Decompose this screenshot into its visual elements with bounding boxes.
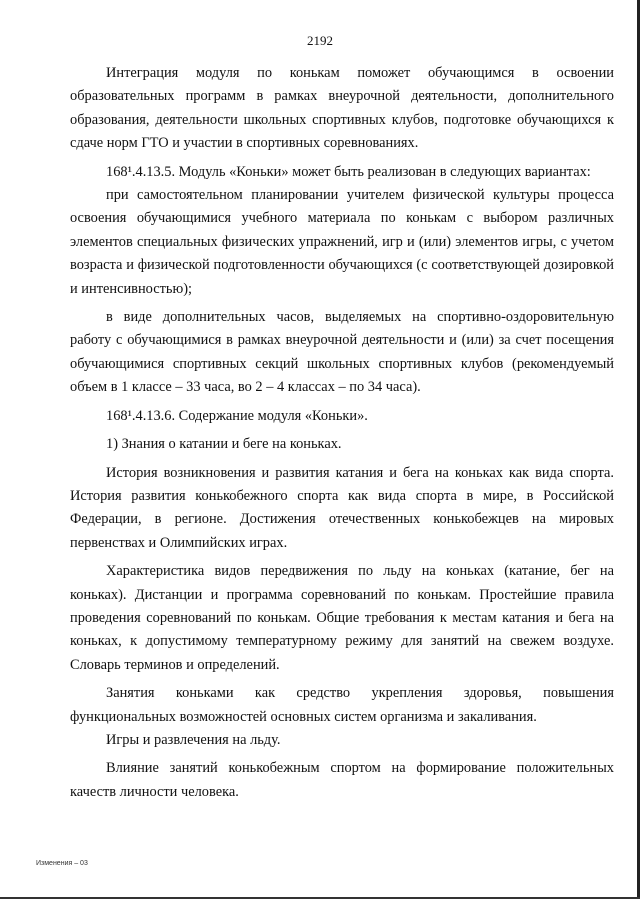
paragraph-knowledge-heading: 1) Знания о катании и беге на коньках. [106,436,342,453]
paragraph-section-4-13-5: 168¹.4.13.5. Модуль «Коньки» может быть реализован в следующих вариантах: [106,163,591,180]
paragraph-history: История возникновения и развития катания и бега на коньках как вида спорта. История развития конькобежного спорта как вида спорта в мире, в Российской Федерации, в регионе. Достижения отечественных конькобежцев на мировых первенствах и Олимпийских играх. [70,464,614,551]
paragraph-variant-additional-hours: в виде дополнительных часов, выделяемых на спортивно-оздоровительную работу с обучающимися в рамках внеурочной деятельности и (или) за счет посещения обучающимися спортивных секций школьных спортивных клубов (рекомендуемый объем в 1 классе – 33 часа, во 2 – 4 классах – по 34 часа). [70,309,614,396]
paragraph-section-4-13-6: 168¹.4.13.6. Содержание модуля «Коньки». [106,407,368,424]
paragraph-ice-games: Игры и развлечения на льду. [106,731,281,748]
paragraph-health: Занятия коньками как средство укрепления здоровья, повышения функциональных возможностей основных систем организма и закаливания. [70,685,614,725]
paragraph-module-integration: Интеграция модуля по конькам поможет обучающимся в освоении образовательных программ в рамках внеурочной деятельности, дополнительного образования, деятельности школьных спортивных клубов, подготовке обучающихся к сдаче норм ГТО и участии в спортивных соревнованиях. [70,65,614,152]
page-number: 2192 [307,33,333,48]
document-body [70,62,614,804]
paragraph-personality: Влияние занятий конькобежным спортом на формирование положительных качеств личности человека. [70,760,614,800]
paragraph-variant-independent-planning: при самостоятельном планировании учителем физической культуры процесса освоения обучающимися учебного материала по конькам с выбором различных элементов специальных физических упражнений, игр и (или) элементов игры, с учетом возраста и физической подготовленности обучающихся (с соответствующей дозировкой и интенсивностью); [70,187,614,297]
page-footer: Изменения – 03 [36,860,88,867]
paragraph-characteristics: Характеристика видов передвижения по льду на коньках (катание, бег на коньках). Дистанции и программа соревнований по конькам. Простейшие правила проведения соревнований по конькам. Общие требования к местам катания и бега на коньках, к допустимому температурному режиму для занятий на свежем воздухе. Словарь терминов и определений. [70,563,614,673]
